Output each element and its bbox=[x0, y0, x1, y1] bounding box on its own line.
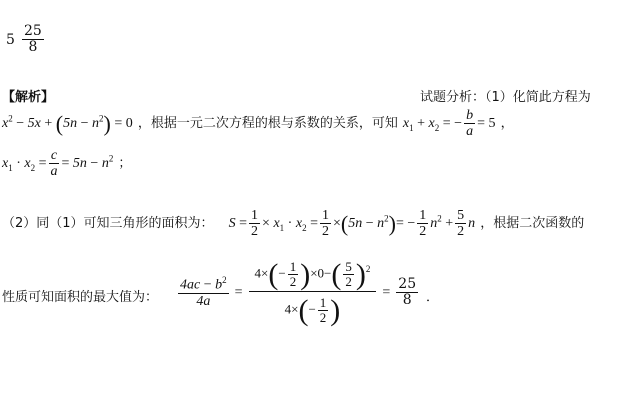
line4-prefix: 性质可知面积的最大值为： bbox=[2, 290, 159, 305]
line2 bbox=[2, 148, 131, 180]
answer bbox=[6, 24, 46, 56]
line1-equation: $x^2 - 5x + (5n - n^2) = 0$ bbox=[2, 110, 133, 136]
line3 bbox=[2, 208, 584, 240]
analysis-intro: 试题分析：（1）化简此方程为 bbox=[420, 90, 591, 105]
answer-whole: 5 bbox=[6, 31, 15, 48]
area-formula: S = $\frac{1}{2}$ × $x_1 \cdot x_2$ = $\frac{1}{2}$ $\times(5n - n^2)=$ − $\frac{1}{2}$ $n^2$ + $\frac{5}{2}$ n bbox=[228, 208, 476, 240]
max-area-formula bbox=[176, 258, 420, 327]
line2-product-formula: $x_1 \cdot x_2$ = $\frac{c}{a}$ = $5n - n^2$ bbox=[2, 148, 114, 180]
line1 bbox=[2, 108, 514, 140]
line1-end: ， bbox=[500, 116, 514, 132]
analysis-heading: 【解析】 bbox=[2, 90, 55, 105]
line3-suffix: ，根据二次函数的 bbox=[480, 216, 585, 232]
line3-prefix: （2）同（1）可知三角形的面积为： bbox=[2, 216, 214, 232]
line4-end: ． bbox=[426, 290, 440, 305]
answer-denominator: 8 bbox=[28, 39, 38, 56]
line2-end: ； bbox=[118, 156, 132, 172]
line1-sum-formula: $x_1 + x_2$ = − $\frac{b}{a}$ = 5 bbox=[402, 108, 496, 140]
answer-fraction bbox=[22, 24, 44, 56]
answer-numerator: 25 bbox=[24, 23, 42, 39]
max-area-table: $\frac{4ac - b^2}{4a}$ = 4×(− $\frac{1}{2}$ )×0−( $\frac{5}{2}$ )$^2$ 4×(− $\frac{1}{2}$ ) = $\frac{25}{8}$ bbox=[180, 258, 417, 327]
line1-text: ，根据一元二次方程的根与系数的关系，可知 bbox=[137, 116, 398, 132]
